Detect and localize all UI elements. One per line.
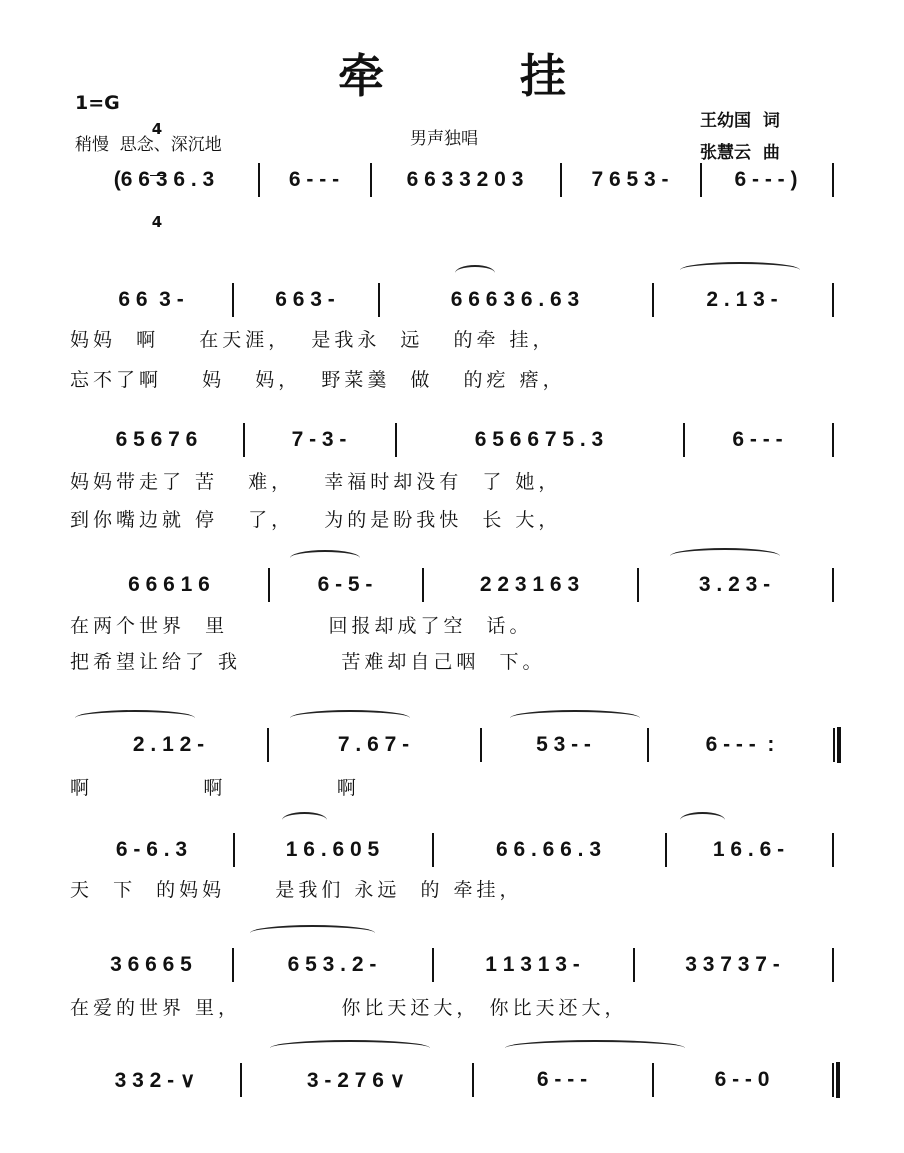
measure: 6 - - -: [536, 1068, 588, 1091]
performance-note: 男声独唱: [410, 129, 478, 149]
measure: 6 - - -: [288, 168, 340, 191]
bar-line: [480, 728, 482, 762]
measure: 7 6 5 3 -: [591, 168, 669, 191]
bar-line: [652, 1063, 654, 1097]
measure: 2 . 1 3 -: [706, 288, 778, 311]
lyric-line: 天 下 的妈妈 是我们 永远 的 牵挂，: [70, 879, 523, 901]
slur-mark: [505, 1040, 685, 1056]
measure: 3 . 2 3 -: [698, 573, 771, 596]
slur-mark: [680, 812, 725, 828]
lyric-line: 啊 啊 啊: [70, 777, 360, 799]
time-signature-bottom: 4: [151, 213, 163, 231]
lyric-line: 到你嘴边就 停 了， 为的是盼我快 长 大，: [70, 509, 562, 531]
slur-mark: [680, 262, 800, 278]
bar-line: [232, 948, 234, 982]
measure: 6 6 . 6 6 . 3: [495, 838, 602, 861]
measure: 3 6 6 6 5: [110, 953, 192, 976]
bar-line: [832, 568, 834, 602]
measure: 6 5 3 . 2 -: [287, 953, 377, 976]
bar-line: [422, 568, 424, 602]
bar-line: [472, 1063, 474, 1097]
measure: 3 3 2 - ∨: [114, 1068, 196, 1092]
key-signature: 1=G: [75, 92, 120, 114]
measure: 6 - - -: [732, 428, 783, 451]
lyric-line: 妈妈带走了 苦 难， 幸福时却没有 了 她，: [70, 471, 562, 493]
song-title: 牵 挂: [337, 49, 626, 103]
measure: 3 3 7 3 7 -: [685, 953, 780, 976]
measure: 6 - 6 . 3: [115, 838, 188, 861]
measure: 7 . 6 7 -: [337, 733, 410, 756]
bar-line: [832, 283, 834, 317]
measure: 6 - 5 -: [317, 573, 373, 596]
bar-line: [268, 568, 270, 602]
measure: 7 - 3 -: [291, 428, 347, 451]
bar-line: [243, 423, 245, 457]
bar-line: [832, 948, 834, 982]
measure: 6 5 6 7 6: [115, 428, 198, 451]
bar-line: [378, 283, 380, 317]
bar-line: [232, 283, 234, 317]
bar-line: [432, 948, 434, 982]
slur-mark: [270, 1040, 430, 1056]
measure: 6 6 3 3 2 0 3: [406, 168, 524, 191]
slur-mark: [282, 812, 327, 828]
lyric-line: 在爱的世界 里， 你比天还大， 你比天还大，: [70, 997, 628, 1019]
bar-line: [647, 728, 649, 762]
bar-line: [370, 163, 372, 197]
bar-line: [832, 1063, 834, 1097]
lyric-line: 妈妈 啊 在天涯， 是我永 远 的牵 挂，: [70, 329, 556, 351]
slur-mark: [510, 710, 640, 726]
measure: 6 - - - ): [734, 168, 798, 191]
bar-line: [432, 833, 434, 867]
bar-line: [258, 163, 260, 197]
slur-mark: [455, 265, 495, 281]
slur-mark: [670, 548, 780, 564]
lyric-line: 忘不了啊 妈 妈， 野菜羹 做 的疙 瘩，: [70, 369, 566, 391]
measure: (6 6 3 6 . 3: [113, 168, 215, 191]
measure: 1 6 . 6 -: [712, 838, 785, 861]
lyric-line: 在两个世界 里 回报却成了空 话。: [70, 615, 533, 637]
measure: 5 3 - -: [536, 733, 591, 756]
measure: 6 6 6 1 6: [128, 573, 210, 596]
measure: 3 - 2 7 6 ∨: [306, 1068, 406, 1092]
bar-line: [832, 163, 834, 197]
bar-line: [267, 728, 269, 762]
measure: 6 6 6 3 6 . 6 3: [450, 288, 580, 311]
measure: 6 - - - :: [705, 733, 775, 756]
bar-line: [637, 568, 639, 602]
bar-line: [833, 728, 835, 762]
measure: 2 2 3 1 6 3: [479, 573, 580, 596]
tempo-marking: 稍慢 思念、深沉地: [75, 135, 222, 155]
lyricist-credit: 王幼国 词: [700, 111, 780, 131]
time-signature-top: 4: [151, 120, 163, 138]
bar-line: [560, 163, 562, 197]
bar-line: [240, 1063, 242, 1097]
slur-mark: [250, 925, 375, 941]
bar-line: [832, 423, 834, 457]
measure: 2 . 1 2 -: [132, 733, 205, 756]
bar-line: [395, 423, 397, 457]
bar-line: [633, 948, 635, 982]
composer-credit: 张慧云 曲: [700, 143, 780, 163]
bar-line: [683, 423, 685, 457]
measure: 1 6 . 6 0 5: [285, 838, 380, 861]
measure: 6 5 6 6 7 5 . 3: [474, 428, 604, 451]
measure: 6 - - 0: [714, 1068, 770, 1091]
bar-line: [665, 833, 667, 867]
bar-line: [832, 833, 834, 867]
measure: 1 1 3 1 3 -: [485, 953, 580, 976]
bar-line: [700, 163, 702, 197]
lyric-line: 把希望让给了 我 苦难却自己咽 下。: [70, 651, 546, 673]
measure: 6 6 3 -: [118, 288, 184, 311]
slur-mark: [290, 710, 410, 726]
measure: 6 6 3 -: [275, 288, 335, 311]
slur-mark: [290, 550, 360, 566]
bar-line: [233, 833, 235, 867]
bar-line: [652, 283, 654, 317]
slur-mark: [75, 710, 195, 726]
